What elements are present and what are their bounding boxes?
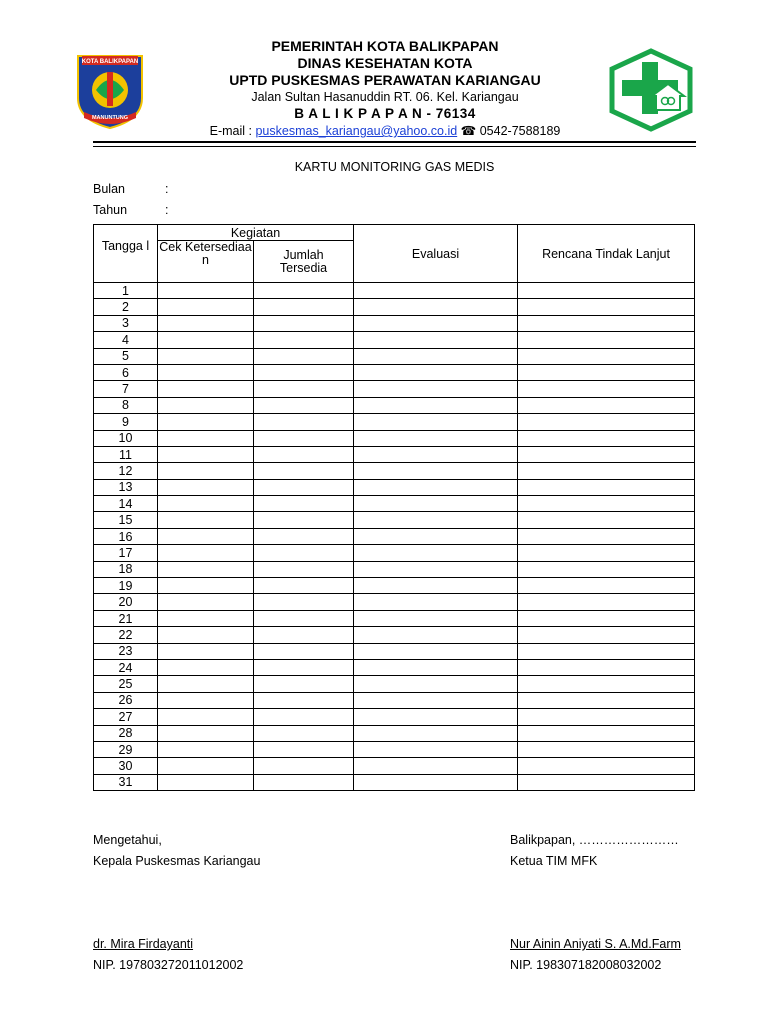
jumlah-cell[interactable] bbox=[254, 332, 354, 348]
table-row bbox=[94, 594, 695, 610]
evaluasi-cell[interactable] bbox=[354, 364, 518, 380]
day-cell: 27 bbox=[94, 709, 158, 725]
kota-balikpapan-logo bbox=[70, 50, 150, 130]
cek-cell[interactable] bbox=[158, 578, 254, 594]
puskesmas-logo bbox=[608, 48, 694, 132]
sig-right-name bbox=[510, 937, 681, 951]
cek-cell[interactable] bbox=[158, 332, 254, 348]
rencana-cell[interactable] bbox=[518, 364, 695, 380]
day-cell: 5 bbox=[94, 348, 158, 364]
rencana-cell[interactable] bbox=[518, 283, 695, 299]
rencana-cell[interactable] bbox=[518, 381, 695, 397]
table-row bbox=[94, 381, 695, 397]
day-cell: 12 bbox=[94, 463, 158, 479]
cek-cell[interactable] bbox=[158, 692, 254, 708]
day-cell: 14 bbox=[94, 496, 158, 512]
day-cell: 1 bbox=[94, 283, 158, 299]
jumlah-cell[interactable] bbox=[254, 594, 354, 610]
rencana-cell[interactable] bbox=[518, 545, 695, 561]
rencana-cell[interactable] bbox=[518, 414, 695, 430]
field-tahun bbox=[93, 203, 169, 217]
table-row bbox=[94, 741, 695, 757]
evaluasi-cell[interactable] bbox=[354, 496, 518, 512]
cek-cell[interactable] bbox=[158, 315, 254, 331]
day-cell: 16 bbox=[94, 528, 158, 544]
rencana-cell[interactable] bbox=[518, 528, 695, 544]
table-row bbox=[94, 414, 695, 430]
jumlah-cell[interactable] bbox=[254, 741, 354, 757]
sig-left-nip: NIP. 197803272011012002 bbox=[93, 958, 244, 972]
table-row bbox=[94, 643, 695, 659]
col-evaluasi: Evaluasi bbox=[354, 225, 518, 283]
table-row bbox=[94, 610, 695, 626]
evaluasi-cell[interactable] bbox=[354, 381, 518, 397]
cek-cell[interactable] bbox=[158, 610, 254, 626]
table-row bbox=[94, 578, 695, 594]
cek-cell[interactable] bbox=[158, 463, 254, 479]
table-row bbox=[94, 528, 695, 544]
header-city: B A L I K P A P A N - 76134 bbox=[294, 106, 476, 121]
table-row bbox=[94, 774, 695, 790]
sig-left-position: Kepala Puskesmas Kariangau bbox=[93, 854, 261, 868]
evaluasi-cell[interactable] bbox=[354, 676, 518, 692]
sig-left-acknowledged: Mengetahui, bbox=[93, 833, 162, 847]
rencana-cell[interactable] bbox=[518, 348, 695, 364]
jumlah-cell[interactable] bbox=[254, 397, 354, 413]
sig-left-name bbox=[93, 937, 193, 951]
jumlah-cell[interactable] bbox=[254, 512, 354, 528]
cek-cell[interactable] bbox=[158, 709, 254, 725]
day-cell: 3 bbox=[94, 315, 158, 331]
cek-cell[interactable] bbox=[158, 414, 254, 430]
header-institution: UPTD PUSKESMAS PERAWATAN KARIANGAU bbox=[229, 72, 541, 88]
jumlah-cell[interactable] bbox=[254, 479, 354, 495]
tahun-colon: : bbox=[165, 203, 169, 217]
rencana-cell[interactable] bbox=[518, 594, 695, 610]
rencana-cell[interactable] bbox=[518, 725, 695, 741]
table-row bbox=[94, 397, 695, 413]
phone-icon: ☎ bbox=[460, 124, 477, 138]
day-cell: 23 bbox=[94, 643, 158, 659]
rencana-cell[interactable] bbox=[518, 496, 695, 512]
table-row bbox=[94, 659, 695, 675]
logo-bottom-text: MANUNTUNG bbox=[91, 115, 129, 121]
cek-cell[interactable] bbox=[158, 496, 254, 512]
rencana-cell[interactable] bbox=[518, 659, 695, 675]
rencana-cell[interactable] bbox=[518, 774, 695, 790]
cek-cell[interactable] bbox=[158, 283, 254, 299]
col-jumlah-tersedia: Jumlah Tersedia bbox=[254, 241, 354, 283]
rencana-cell[interactable] bbox=[518, 627, 695, 643]
cek-cell[interactable] bbox=[158, 758, 254, 774]
cek-cell[interactable] bbox=[158, 627, 254, 643]
day-cell: 18 bbox=[94, 561, 158, 577]
monitoring-table bbox=[93, 224, 695, 791]
jumlah-cell[interactable] bbox=[254, 709, 354, 725]
rencana-cell[interactable] bbox=[518, 479, 695, 495]
day-cell: 20 bbox=[94, 594, 158, 610]
jumlah-cell[interactable] bbox=[254, 659, 354, 675]
evaluasi-cell[interactable] bbox=[354, 709, 518, 725]
table-row bbox=[94, 496, 695, 512]
table-row bbox=[94, 758, 695, 774]
rencana-cell[interactable] bbox=[518, 315, 695, 331]
table-row bbox=[94, 709, 695, 725]
evaluasi-cell[interactable] bbox=[354, 545, 518, 561]
cek-cell[interactable] bbox=[158, 528, 254, 544]
cek-cell[interactable] bbox=[158, 725, 254, 741]
evaluasi-cell[interactable] bbox=[354, 283, 518, 299]
evaluasi-cell[interactable] bbox=[354, 397, 518, 413]
jumlah-cell[interactable] bbox=[254, 315, 354, 331]
col-rencana-tindak-lanjut: Rencana Tindak Lanjut bbox=[518, 225, 695, 283]
cek-cell[interactable] bbox=[158, 512, 254, 528]
day-cell: 25 bbox=[94, 676, 158, 692]
evaluasi-cell[interactable] bbox=[354, 643, 518, 659]
col-tanggal: Tangga l bbox=[94, 225, 158, 283]
table-row bbox=[94, 627, 695, 643]
rencana-cell[interactable] bbox=[518, 512, 695, 528]
evaluasi-cell[interactable] bbox=[354, 741, 518, 757]
table-row bbox=[94, 463, 695, 479]
evaluasi-cell[interactable] bbox=[354, 332, 518, 348]
cek-cell[interactable] bbox=[158, 741, 254, 757]
evaluasi-cell[interactable] bbox=[354, 774, 518, 790]
table-row bbox=[94, 561, 695, 577]
day-cell: 30 bbox=[94, 758, 158, 774]
cek-cell[interactable] bbox=[158, 774, 254, 790]
rencana-cell[interactable] bbox=[518, 299, 695, 315]
header-address: Jalan Sultan Hasanuddin RT. 06. Kel. Kariangau bbox=[251, 90, 519, 104]
rencana-cell[interactable] bbox=[518, 463, 695, 479]
email-label: E-mail : bbox=[209, 124, 256, 138]
table-row bbox=[94, 479, 695, 495]
cek-cell[interactable] bbox=[158, 479, 254, 495]
evaluasi-cell[interactable] bbox=[354, 446, 518, 462]
cek-cell[interactable] bbox=[158, 397, 254, 413]
jumlah-cell[interactable] bbox=[254, 348, 354, 364]
evaluasi-cell[interactable] bbox=[354, 315, 518, 331]
header-rule-thin bbox=[93, 146, 696, 147]
table-row bbox=[94, 283, 695, 299]
jumlah-cell[interactable] bbox=[254, 578, 354, 594]
table-row bbox=[94, 725, 695, 741]
day-cell: 31 bbox=[94, 774, 158, 790]
table-row bbox=[94, 676, 695, 692]
day-cell: 29 bbox=[94, 741, 158, 757]
logo-top-text: KOTA BALIKPAPAN bbox=[81, 59, 139, 65]
cek-cell[interactable] bbox=[158, 430, 254, 446]
jumlah-cell[interactable] bbox=[254, 430, 354, 446]
jumlah-cell[interactable] bbox=[254, 414, 354, 430]
sig-right-name-text: Nur Ainin Aniyati S. A.Md.Farm bbox=[510, 937, 681, 951]
cek-cell[interactable] bbox=[158, 676, 254, 692]
evaluasi-cell[interactable] bbox=[354, 578, 518, 594]
evaluasi-cell[interactable] bbox=[354, 725, 518, 741]
table-row bbox=[94, 332, 695, 348]
cek-cell[interactable] bbox=[158, 299, 254, 315]
jumlah-cell[interactable] bbox=[254, 283, 354, 299]
rencana-cell[interactable] bbox=[518, 610, 695, 626]
sig-right-nip: NIP. 198307182008032002 bbox=[510, 958, 662, 972]
day-cell: 28 bbox=[94, 725, 158, 741]
sig-right-place-date: Balikpapan, …………………… bbox=[510, 833, 679, 847]
cek-cell[interactable] bbox=[158, 446, 254, 462]
field-bulan bbox=[93, 182, 169, 196]
rencana-cell[interactable] bbox=[518, 643, 695, 659]
jumlah-cell[interactable] bbox=[254, 561, 354, 577]
day-cell: 9 bbox=[94, 414, 158, 430]
evaluasi-cell[interactable] bbox=[354, 414, 518, 430]
cek-cell[interactable] bbox=[158, 348, 254, 364]
day-cell: 26 bbox=[94, 692, 158, 708]
jumlah-cell[interactable] bbox=[254, 643, 354, 659]
jumlah-cell[interactable] bbox=[254, 528, 354, 544]
day-cell: 22 bbox=[94, 627, 158, 643]
cek-cell[interactable] bbox=[158, 659, 254, 675]
header-government: PEMERINTAH KOTA BALIKPAPAN bbox=[271, 38, 499, 54]
jumlah-cell[interactable] bbox=[254, 446, 354, 462]
bulan-colon: : bbox=[165, 182, 169, 196]
cek-cell[interactable] bbox=[158, 594, 254, 610]
day-cell: 10 bbox=[94, 430, 158, 446]
evaluasi-cell[interactable] bbox=[354, 659, 518, 675]
jumlah-cell[interactable] bbox=[254, 758, 354, 774]
header-department: DINAS KESEHATAN KOTA bbox=[297, 55, 473, 71]
table-row bbox=[94, 299, 695, 315]
day-cell: 19 bbox=[94, 578, 158, 594]
evaluasi-cell[interactable] bbox=[354, 430, 518, 446]
jumlah-cell[interactable] bbox=[254, 299, 354, 315]
jumlah-cell[interactable] bbox=[254, 496, 354, 512]
evaluasi-cell[interactable] bbox=[354, 528, 518, 544]
sig-right-position: Ketua TIM MFK bbox=[510, 854, 598, 868]
col-group-kegiatan: Kegiatan bbox=[158, 225, 354, 241]
table-row bbox=[94, 315, 695, 331]
cek-cell[interactable] bbox=[158, 643, 254, 659]
table-row bbox=[94, 348, 695, 364]
jumlah-cell[interactable] bbox=[254, 364, 354, 380]
evaluasi-cell[interactable] bbox=[354, 758, 518, 774]
cek-cell[interactable] bbox=[158, 381, 254, 397]
evaluasi-cell[interactable] bbox=[354, 610, 518, 626]
jumlah-cell[interactable] bbox=[254, 774, 354, 790]
evaluasi-cell[interactable] bbox=[354, 479, 518, 495]
jumlah-cell[interactable] bbox=[254, 692, 354, 708]
evaluasi-cell[interactable] bbox=[354, 348, 518, 364]
rencana-cell[interactable] bbox=[518, 676, 695, 692]
day-cell: 21 bbox=[94, 610, 158, 626]
cek-cell[interactable] bbox=[158, 364, 254, 380]
rencana-cell[interactable] bbox=[518, 692, 695, 708]
phone-number: 0542-7588189 bbox=[476, 124, 561, 138]
evaluasi-cell[interactable] bbox=[354, 692, 518, 708]
day-cell: 15 bbox=[94, 512, 158, 528]
table-row bbox=[94, 545, 695, 561]
jumlah-cell[interactable] bbox=[254, 676, 354, 692]
day-cell: 8 bbox=[94, 397, 158, 413]
col-cek-ketersediaan: Cek Ketersediaa n bbox=[158, 241, 254, 283]
bulan-label: Bulan bbox=[93, 182, 125, 196]
cek-cell[interactable] bbox=[158, 545, 254, 561]
day-cell: 11 bbox=[94, 446, 158, 462]
jumlah-cell[interactable] bbox=[254, 610, 354, 626]
table-row bbox=[94, 364, 695, 380]
day-cell: 7 bbox=[94, 381, 158, 397]
form-title: KARTU MONITORING GAS MEDIS bbox=[294, 160, 495, 174]
evaluasi-cell[interactable] bbox=[354, 512, 518, 528]
day-cell: 17 bbox=[94, 545, 158, 561]
rencana-cell[interactable] bbox=[518, 709, 695, 725]
rencana-cell[interactable] bbox=[518, 397, 695, 413]
tahun-label: Tahun bbox=[93, 203, 128, 217]
rencana-cell[interactable] bbox=[518, 741, 695, 757]
rencana-cell[interactable] bbox=[518, 578, 695, 594]
cek-cell[interactable] bbox=[158, 561, 254, 577]
rencana-cell[interactable] bbox=[518, 430, 695, 446]
day-cell: 6 bbox=[94, 364, 158, 380]
rencana-cell[interactable] bbox=[518, 758, 695, 774]
jumlah-cell[interactable] bbox=[254, 545, 354, 561]
header-contact bbox=[170, 123, 600, 138]
table-row bbox=[94, 430, 695, 446]
jumlah-cell[interactable] bbox=[254, 627, 354, 643]
evaluasi-cell[interactable] bbox=[354, 299, 518, 315]
day-cell: 4 bbox=[94, 332, 158, 348]
table-row bbox=[94, 512, 695, 528]
header-rule-thick bbox=[93, 141, 696, 143]
email-link[interactable]: puskesmas_kariangau@yahoo.co.id bbox=[255, 124, 458, 138]
day-cell: 13 bbox=[94, 479, 158, 495]
evaluasi-cell[interactable] bbox=[354, 627, 518, 643]
rencana-cell[interactable] bbox=[518, 332, 695, 348]
evaluasi-cell[interactable] bbox=[354, 463, 518, 479]
jumlah-cell[interactable] bbox=[254, 725, 354, 741]
evaluasi-cell[interactable] bbox=[354, 594, 518, 610]
table-row bbox=[94, 692, 695, 708]
evaluasi-cell[interactable] bbox=[354, 561, 518, 577]
day-cell: 2 bbox=[94, 299, 158, 315]
sig-left-name-text: dr. Mira Firdayanti bbox=[93, 937, 194, 951]
jumlah-cell[interactable] bbox=[254, 381, 354, 397]
rencana-cell[interactable] bbox=[518, 561, 695, 577]
day-cell: 24 bbox=[94, 659, 158, 675]
jumlah-cell[interactable] bbox=[254, 463, 354, 479]
table-row bbox=[94, 446, 695, 462]
rencana-cell[interactable] bbox=[518, 446, 695, 462]
